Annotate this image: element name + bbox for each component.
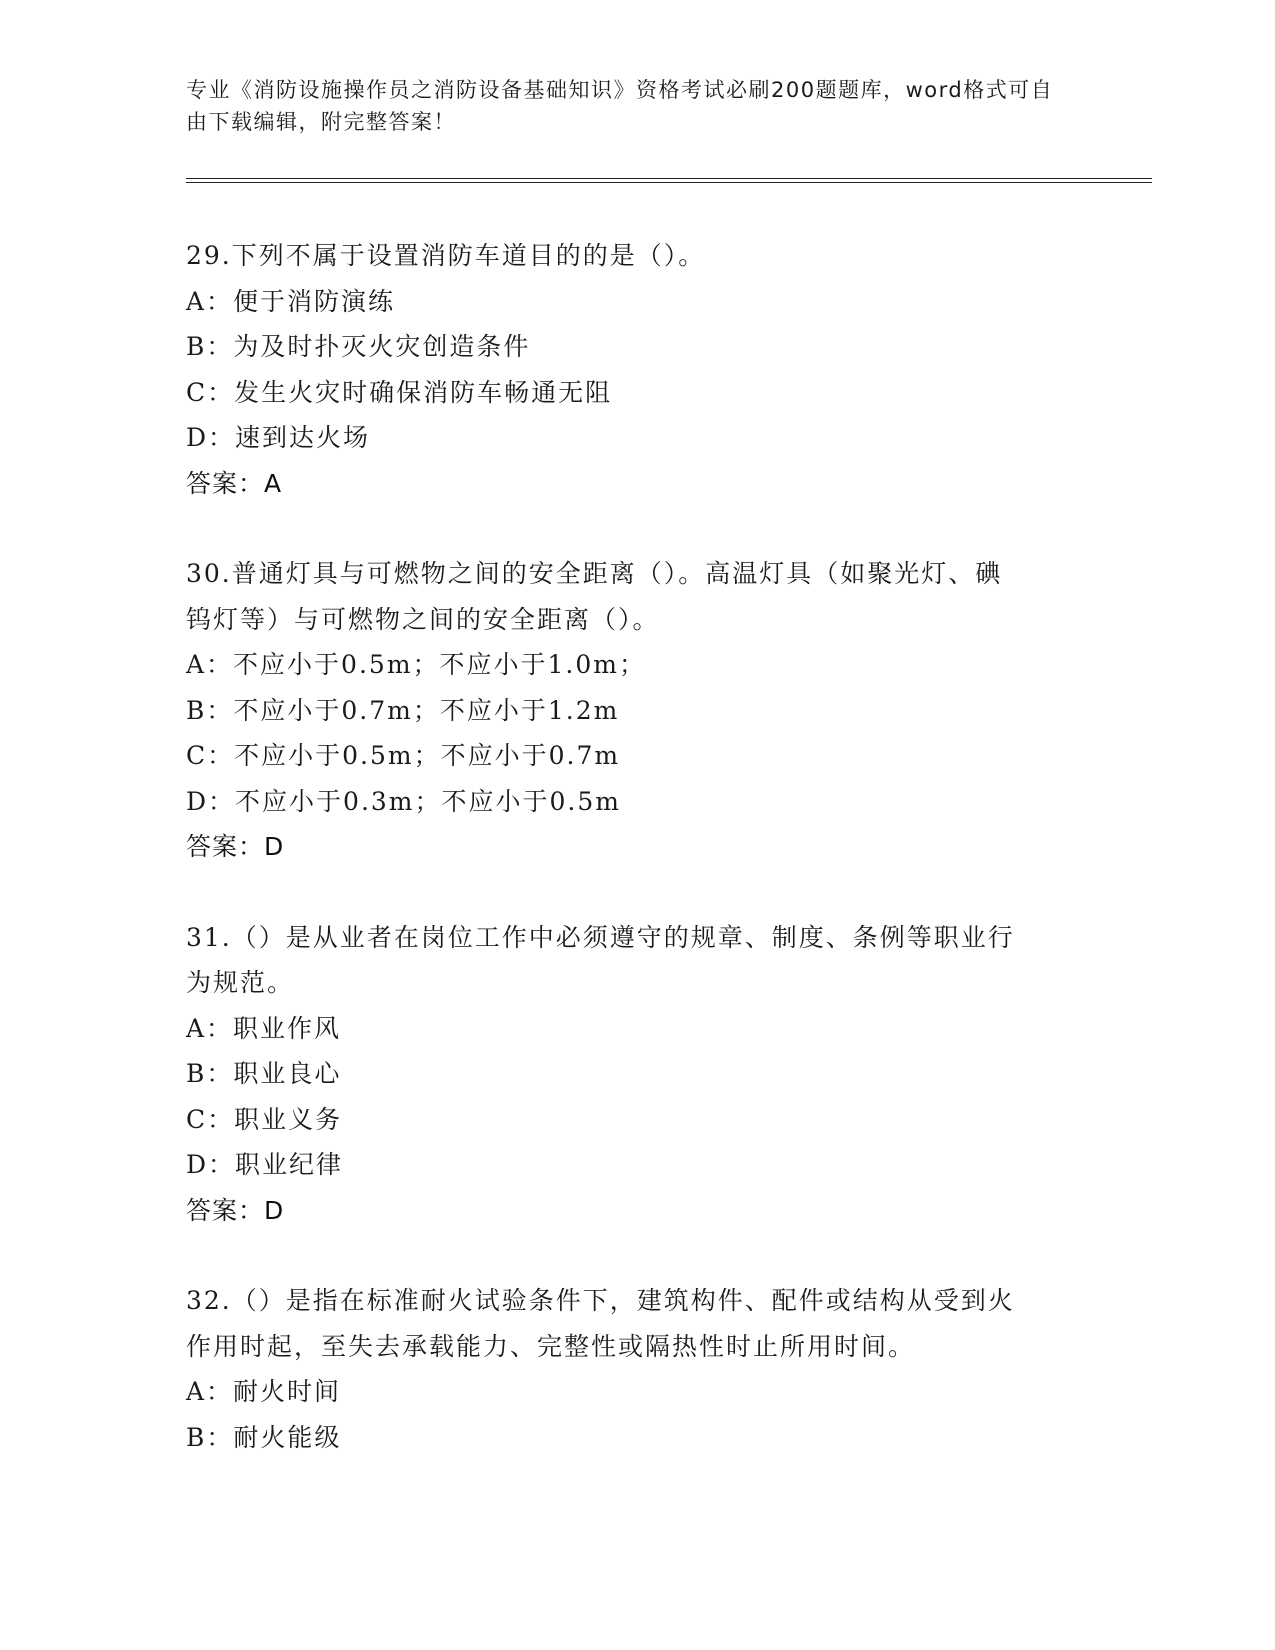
stem-line: 32.（）是指在标准耐火试验条件下，建筑构件、配件或结构从受到火 xyxy=(186,1286,1015,1315)
stem-line: 钨灯等）与可燃物之间的安全距离（）。 xyxy=(186,604,660,634)
answer-line: 答案：A xyxy=(186,468,283,498)
stem-line: 30.普通灯具与可燃物之间的安全距离（）。高温灯具（如聚光灯、碘 xyxy=(186,559,1003,588)
question-29 xyxy=(186,233,1086,506)
option-a: A：便于消防演练 xyxy=(186,286,396,316)
document-header: 专业《消防设施操作员之消防设备基础知识》资格考试必刷200题题库，word格式可自由下载编辑，附完整答案！ xyxy=(186,78,1054,134)
option-a: A：职业作风 xyxy=(186,1013,342,1043)
question-stem xyxy=(186,551,1086,642)
question-32 xyxy=(186,1278,1086,1460)
option-b: B：为及时扑灭火灾创造条件 xyxy=(186,332,531,361)
question-stem xyxy=(186,233,1086,279)
option-b: B：职业良心 xyxy=(186,1059,342,1088)
answer-line: 答案：D xyxy=(186,832,285,861)
option-d: D：职业纪律 xyxy=(186,1150,344,1179)
answer-line: 答案：D xyxy=(186,1195,285,1225)
question-30 xyxy=(186,551,1086,870)
option-a: A：不应小于0.5m；不应小于1.0m； xyxy=(186,650,646,679)
header-divider-bottom xyxy=(186,182,1152,183)
option-c: C：发生火灾时确保消防车畅通无阻 xyxy=(186,377,613,407)
stem-line: 29.下列不属于设置消防车道目的的是（）。 xyxy=(186,241,706,270)
option-c: C：不应小于0.5m；不应小于0.7m xyxy=(186,741,621,770)
option-b: B：耐火能级 xyxy=(186,1422,342,1452)
option-b: B：不应小于0.7m；不应小于1.2m xyxy=(186,695,620,725)
question-stem xyxy=(186,1278,1086,1369)
header-divider-top xyxy=(186,178,1152,179)
question-list xyxy=(186,233,1086,1505)
question-stem xyxy=(186,915,1086,1006)
stem-line: 31.（）是从业者在岗位工作中必须遵守的规章、制度、条例等职业行 xyxy=(186,922,1015,952)
stem-line: 为规范。 xyxy=(186,968,295,997)
stem-line: 作用时起，至失去承载能力、完整性或隔热性时止所用时间。 xyxy=(186,1331,916,1361)
question-31 xyxy=(186,915,1086,1234)
option-d: D：速到达火场 xyxy=(186,423,371,452)
option-d: D：不应小于0.3m；不应小于0.5m xyxy=(186,786,621,816)
option-a: A：耐火时间 xyxy=(186,1377,342,1406)
option-c: C：职业义务 xyxy=(186,1104,343,1134)
